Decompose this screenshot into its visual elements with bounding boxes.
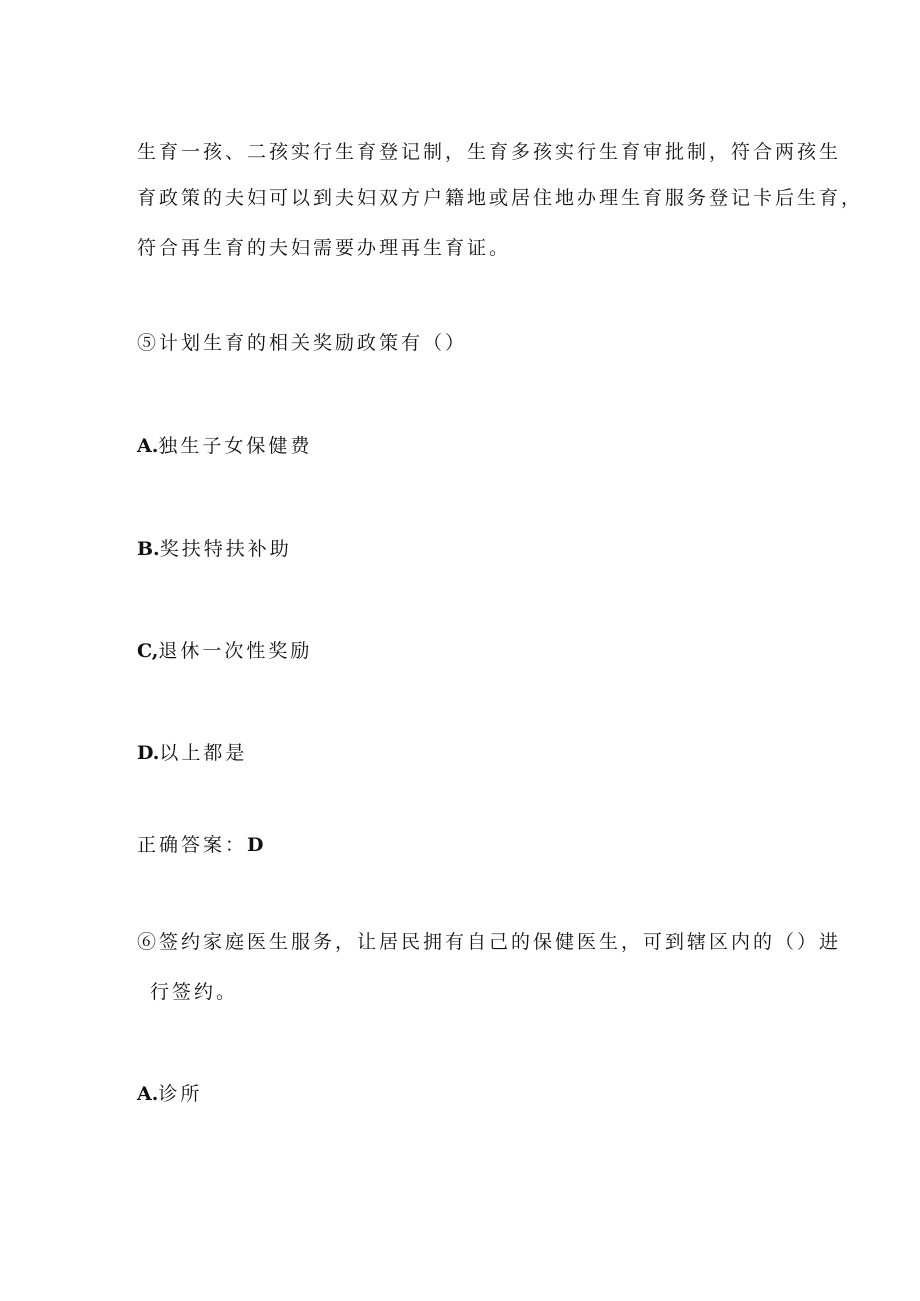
- q5-option-a: [137, 434, 312, 458]
- intro-line-2: 育政策的夫妇可以到夫妇双方户籍地或居住地办理生育服务登记卡后生育，: [137, 187, 864, 209]
- option-text: 以上都是: [159, 742, 248, 764]
- q5-answer: [137, 833, 264, 857]
- option-letter: C,: [137, 640, 159, 662]
- intro-line-3: 符合再生育的夫妇需要办理再生育证。: [137, 237, 512, 259]
- answer-label: 正确答案：: [137, 834, 248, 856]
- question-5: ⑤计划生育的相关奖励政策有（）: [137, 332, 468, 354]
- question-6-line-2: 行签约。: [150, 981, 239, 1003]
- option-letter: A.: [137, 1083, 159, 1105]
- option-text: 退休一次性奖励: [158, 640, 313, 662]
- q5-option-c: [137, 639, 312, 663]
- option-text: 独生子女保健费: [158, 435, 313, 457]
- question-6-line-1: ⑥签约家庭医生服务，让居民拥有自己的保健医生，可到辖区内的（）进: [137, 931, 842, 953]
- intro-line-1: 生育一孩、二孩实行生育登记制，生育多孩实行生育审批制，符合两孩生: [137, 141, 842, 163]
- q5-option-b: [137, 537, 292, 561]
- q6-option-a: [137, 1082, 202, 1106]
- q5-option-d: [137, 741, 247, 765]
- option-letter: B.: [137, 538, 160, 560]
- answer-value: D: [247, 834, 264, 856]
- option-text: 奖扶特扶补助: [159, 538, 292, 560]
- option-letter: D.: [137, 742, 160, 764]
- option-text: 诊所: [158, 1083, 203, 1105]
- option-letter: A.: [137, 435, 159, 457]
